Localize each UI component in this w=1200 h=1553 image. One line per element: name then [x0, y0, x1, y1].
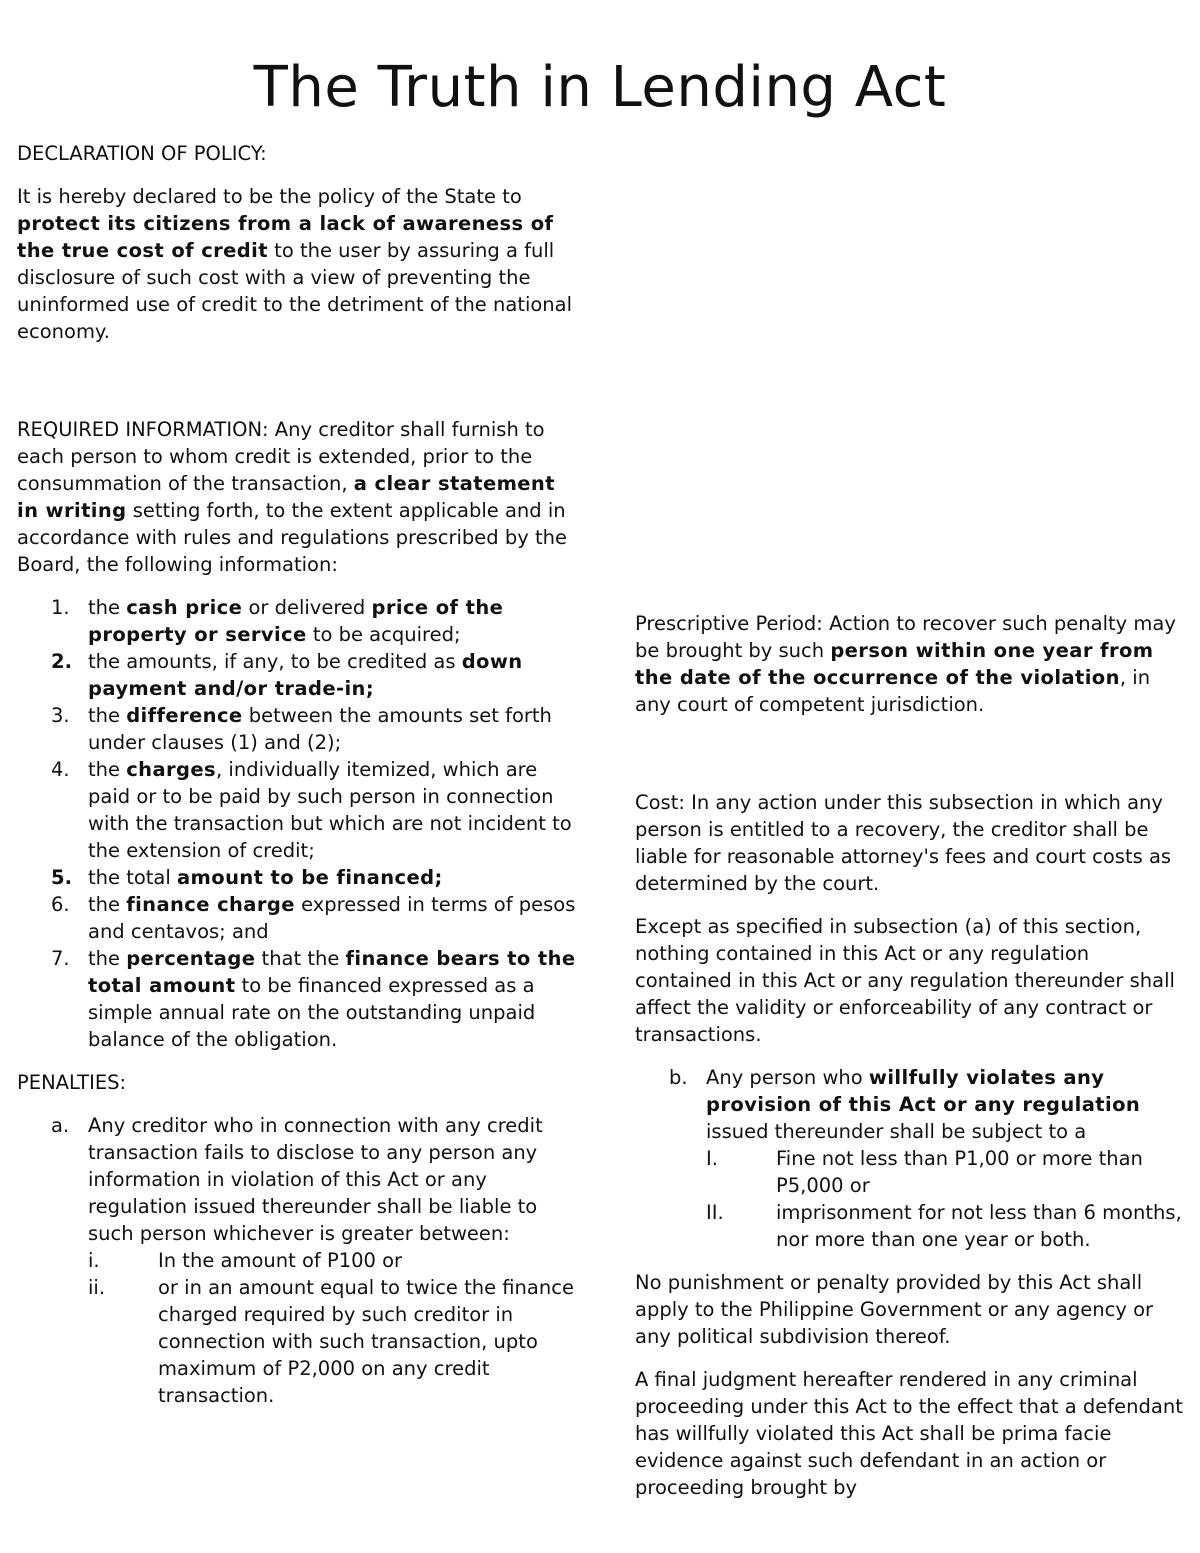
- text: , individually itemized, which are paid or to be paid by such person in connection with the transaction but which are not incident to the extension of credit;: [88, 758, 572, 862]
- final-judgment-paragraph: A final judgment hereafter rendered in any criminal proceeding under this Act to the effect that a defendant has willfully violated this Act shall be prima facie evidence against such defendant in an action or proceeding brought by: [635, 1368, 1183, 1499]
- text: expressed in terms of pesos and centavos; and: [88, 893, 576, 943]
- text: to be acquired;: [306, 623, 461, 646]
- penalty-a-sublist: [88, 1247, 577, 1409]
- list-item: ii. or in an amount equal to twice the finance charged required by such creditor in connection with such transaction, upto maximum of P2,000 on any credit transaction.: [88, 1276, 574, 1407]
- text: or delivered: [242, 596, 372, 619]
- list-marker: 4.: [51, 758, 70, 781]
- text: the: [88, 758, 127, 781]
- list-item: [17, 648, 577, 702]
- bold-text: difference: [126, 704, 243, 727]
- list-marker: 3.: [51, 704, 70, 727]
- text: REQUIRED INFORMATION: Any creditor shall furnish to each person to whom credit is extended, prior to the consummation of the transaction,: [17, 418, 545, 495]
- bold-text: percentage: [126, 947, 256, 970]
- except-paragraph: Except as specified in subsection (a) of this section, nothing contained in this Act or any regulation contained in this Act or any regulation thereunder shall affect the validity or enforceability of any contract or transactions.: [635, 915, 1175, 1046]
- bold-text: a clear statement in writing: [17, 472, 555, 522]
- no-punishment-paragraph: No punishment or penalty provided by this Act shall apply to the Philippine Government or any agency or any political subdivision thereof.: [635, 1271, 1154, 1348]
- penalty-b-sublist: [706, 1145, 1185, 1253]
- text: the total: [88, 866, 177, 889]
- list-marker: 6.: [51, 893, 70, 916]
- text: Prescriptive Period: Action to recover such penalty may be brought by such: [635, 612, 1176, 662]
- bold-text: willfully violates any provision of this Act or any regulation: [706, 1066, 1141, 1116]
- text: issued thereunder shall be subject to a: [706, 1120, 1087, 1143]
- right-column: [635, 610, 1185, 1517]
- list-item: II. imprisonment for not less than 6 months, nor more than one year or both.: [706, 1201, 1182, 1251]
- left-column: [17, 140, 577, 1425]
- list-item: [17, 945, 577, 1053]
- list-marker: a.: [51, 1114, 70, 1137]
- text: to the user by assuring a full disclosure of such cost with a view of preventing the uninformed use of credit to the detriment of the national economy.: [17, 239, 573, 343]
- list-marker: I.: [706, 1147, 718, 1170]
- penalties-heading: PENALTIES:: [17, 1071, 127, 1094]
- list-item: [17, 864, 577, 891]
- text: setting forth, to the extent applicable and in accordance with rules and regulations prescribed by the Board, the following information:: [17, 499, 567, 576]
- page-title: The Truth in Lending Act: [253, 55, 947, 120]
- penalty-b-text: [706, 1066, 1140, 1143]
- list-item: [17, 702, 577, 756]
- text: It is hereby declared to be the policy of the State to: [17, 185, 522, 208]
- list-marker: i.: [88, 1249, 100, 1272]
- bold-text: cash price: [126, 596, 243, 619]
- declaration-heading: DECLARATION OF POLICY:: [17, 142, 267, 165]
- penalties-list: [17, 1112, 577, 1409]
- penalty-a-text: Any creditor who in connection with any credit transaction fails to disclose to any person any information in violation of this Act or any regulation issued thereunder shall be liable to such person whichever is greater between:: [88, 1114, 543, 1245]
- bold-text: protect its citizens from a lack of awareness of the true cost of credit: [17, 212, 554, 262]
- list-marker: ii.: [88, 1276, 106, 1299]
- list-marker: 2.: [51, 650, 72, 673]
- required-information-list: [17, 594, 577, 1053]
- list-marker: 1.: [51, 596, 70, 619]
- text: between the amounts set forth under clauses (1) and (2);: [88, 704, 552, 754]
- list-item: [17, 1112, 577, 1409]
- list-marker: II.: [706, 1201, 724, 1224]
- bold-text: amount to be financed;: [177, 866, 443, 889]
- text: Any person who: [706, 1066, 869, 1089]
- text: , in any court of competent jurisdiction.: [635, 666, 1151, 716]
- bold-text: finance charge: [126, 893, 295, 916]
- list-marker: b.: [669, 1066, 688, 1089]
- list-item: [17, 756, 577, 864]
- text: that the: [255, 947, 346, 970]
- bold-text: person within one year from the date of the occurrence of the violation: [635, 639, 1154, 689]
- list-item: [635, 1064, 1185, 1253]
- bold-text: down payment and/or trade-in;: [88, 650, 523, 700]
- text: the: [88, 704, 127, 727]
- list-item: [17, 594, 577, 648]
- penalties-list-b: [635, 1064, 1185, 1253]
- list-item: [17, 891, 577, 945]
- declaration-paragraph: [17, 183, 577, 345]
- text: the: [88, 947, 127, 970]
- text: the: [88, 893, 127, 916]
- cost-paragraph: Cost: In any action under this subsection in which any person is entitled to a recovery, the creditor shall be liable for reasonable attorney's fees and court costs as determined by the court.: [635, 791, 1172, 895]
- required-information-paragraph: [17, 416, 577, 578]
- bold-text: finance bears to the total amount: [88, 947, 576, 997]
- bold-text: charges: [126, 758, 217, 781]
- text: to be financed expressed as a simple annual rate on the outstanding unpaid balance of the obligation.: [88, 974, 536, 1051]
- list-marker: 7.: [51, 947, 70, 970]
- text: the: [88, 596, 127, 619]
- bold-text: price of the property or service: [88, 596, 504, 646]
- text: the amounts, if any, to be credited as: [88, 650, 462, 673]
- list-item: I. Fine not less than P1,00 or more than P5,000 or: [706, 1147, 1143, 1197]
- list-item: i. In the amount of P100 or: [88, 1249, 403, 1272]
- prescriptive-period-paragraph: [635, 610, 1185, 718]
- list-marker: 5.: [51, 866, 72, 889]
